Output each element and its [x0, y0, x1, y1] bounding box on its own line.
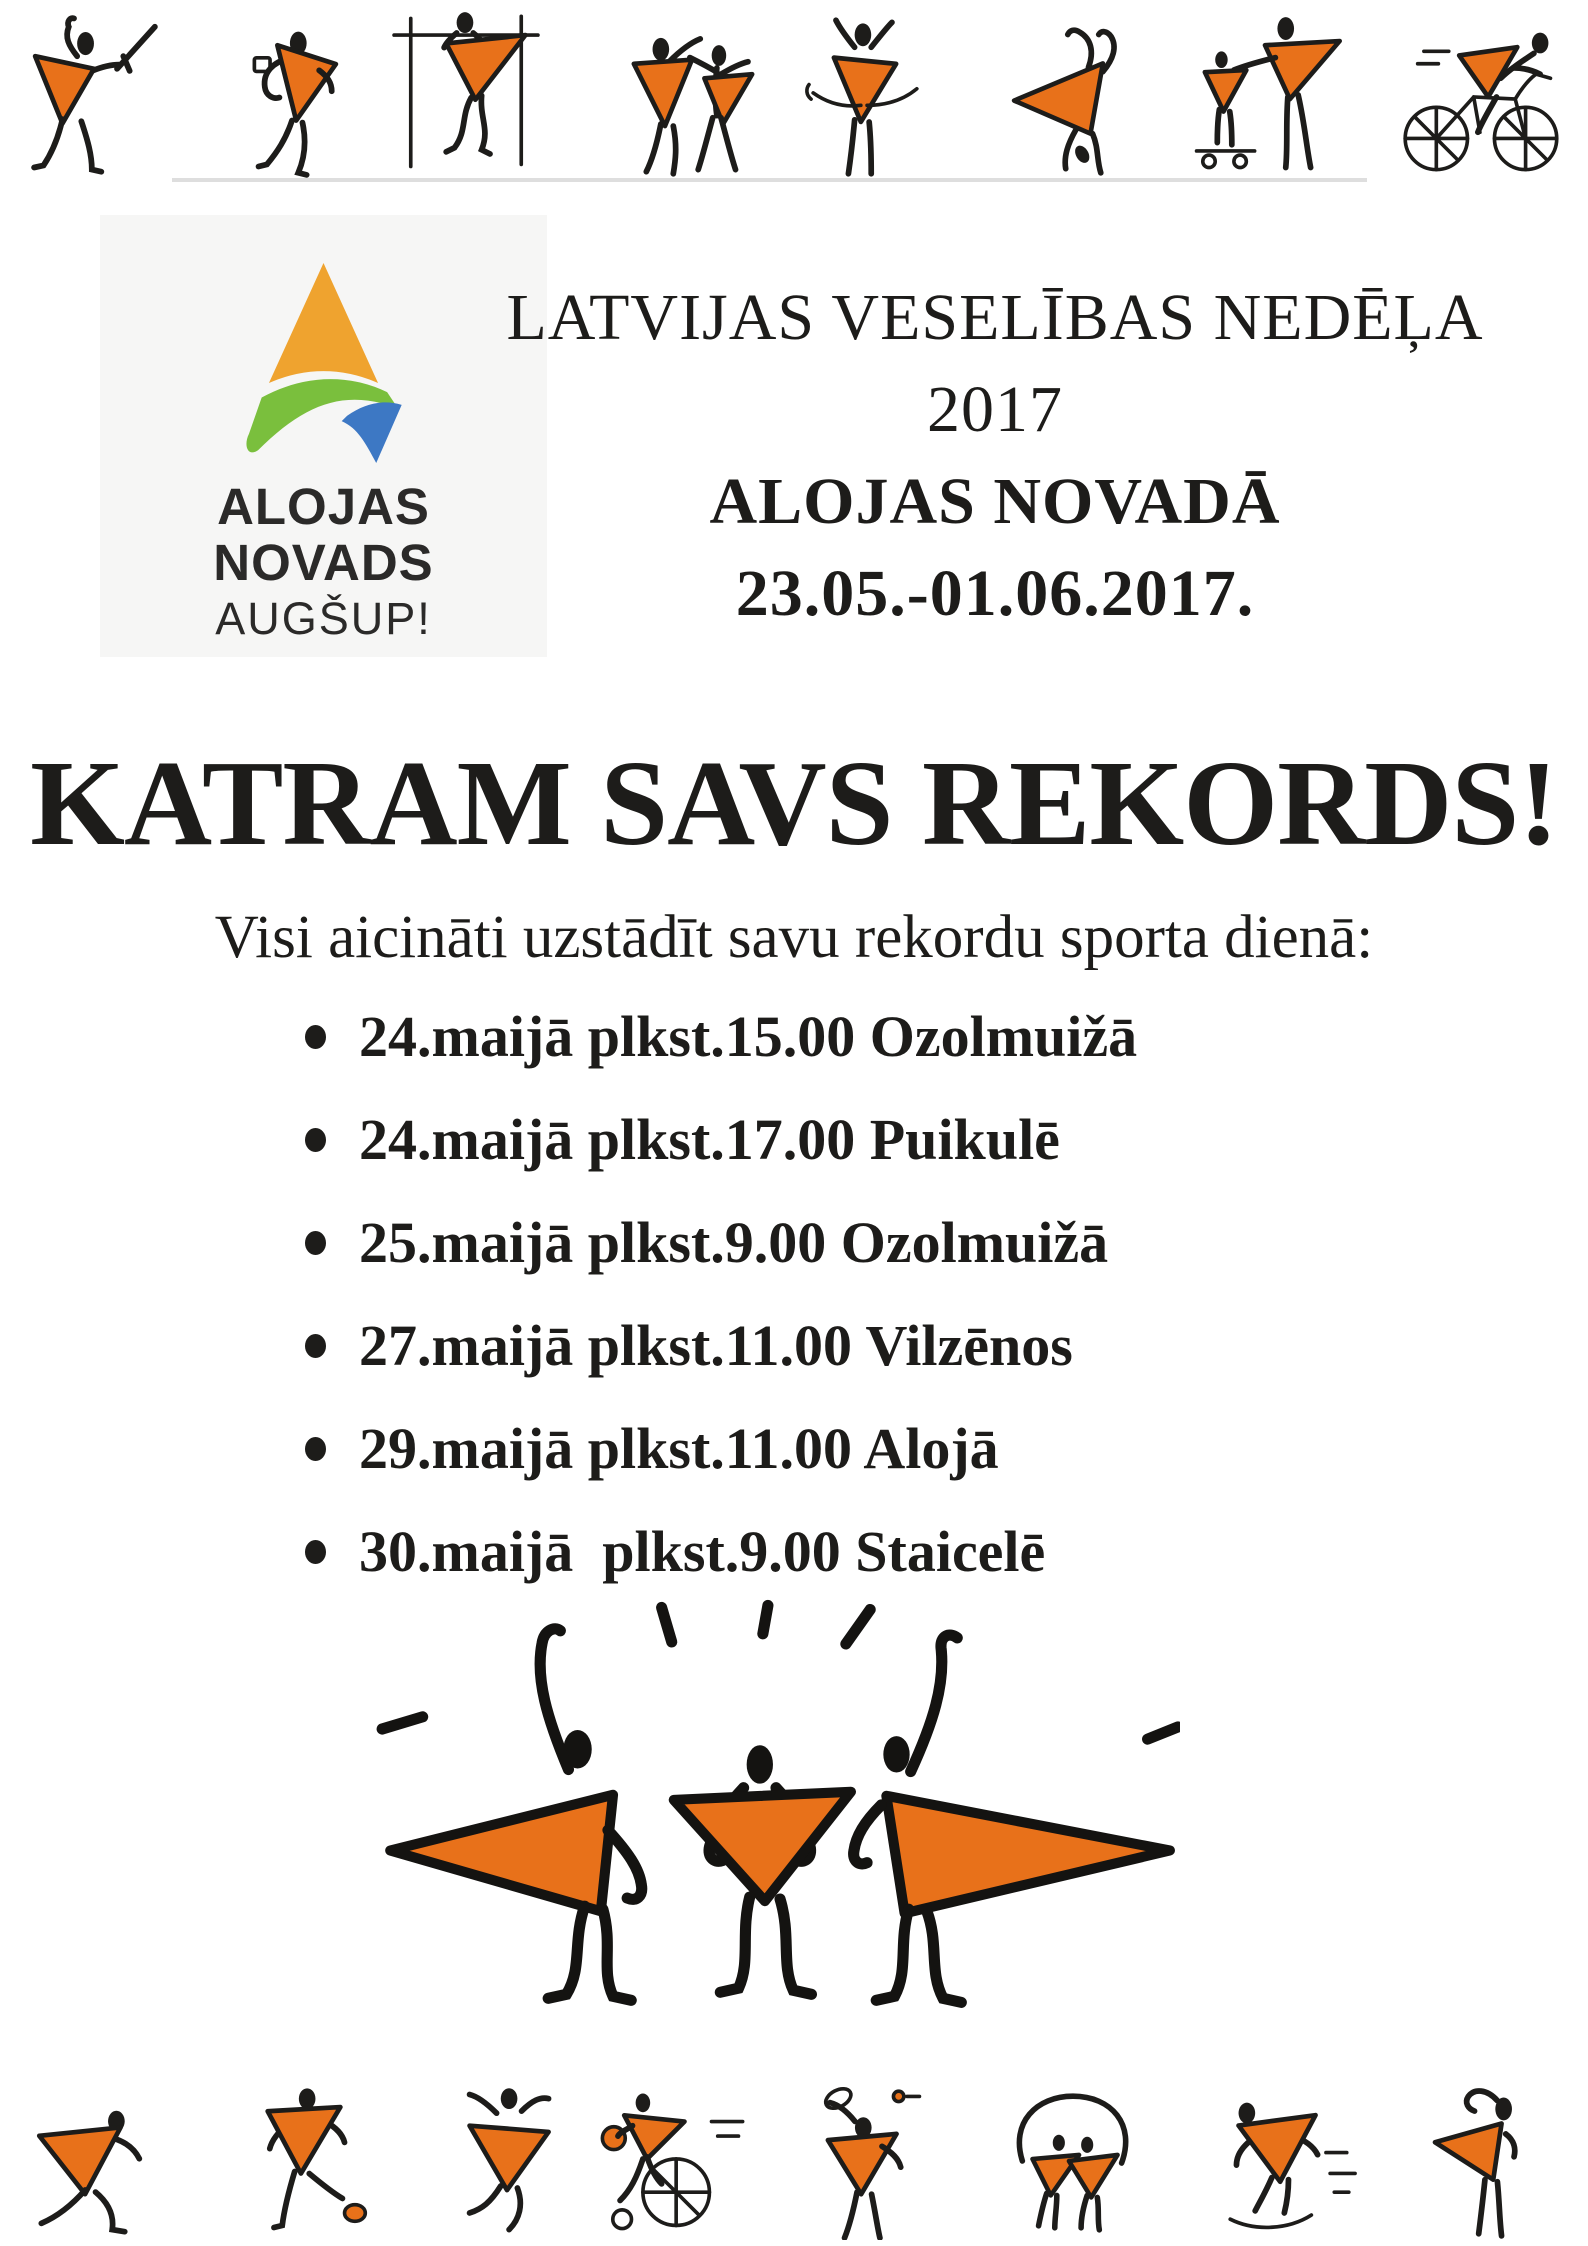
- event-item: [305, 1416, 1137, 1481]
- pictogram-pair-dancing-icon: [612, 14, 774, 180]
- pictogram-group-play-icon: [992, 2080, 1154, 2240]
- alojas-novads-logo-icon: [201, 263, 446, 463]
- event-item: [305, 1313, 1137, 1378]
- pictogram-skateboarding-icon: [1192, 2086, 1360, 2240]
- pictogram-scooter-with-child-icon: [1182, 12, 1348, 180]
- pictogram-horizontal-bar-icon: [382, 8, 550, 180]
- pictogram-jumping-dance-icon: [432, 2082, 582, 2240]
- bullet-icon: [305, 1437, 326, 1461]
- pictogram-running-icon: [28, 2092, 186, 2240]
- event-item: [305, 1210, 1137, 1275]
- pictogram-tennis-serve-icon: [808, 2086, 956, 2240]
- bullet-icon: [305, 1128, 326, 1152]
- title-block: [430, 272, 1560, 640]
- subtitle-line-1: ALOJAS NOVADĀ: [709, 465, 1281, 538]
- bullet-icon: [305, 1025, 326, 1049]
- scan-edge-line: [172, 178, 1367, 182]
- pictogram-fencing-icon: [25, 10, 165, 178]
- event-text: 24.maijā plkst.17.00 Puikulē: [359, 1107, 1060, 1172]
- bullet-icon: [305, 1231, 326, 1255]
- celebrating-figures-illustration-icon: [370, 1595, 1180, 2025]
- event-item: [305, 1107, 1137, 1172]
- title-line-1: LATVIJAS VESELĪBAS NEDĒĻA: [506, 281, 1484, 354]
- events-list: [305, 1004, 1138, 1626]
- bullet-icon: [305, 1540, 326, 1564]
- pictogram-football-icon: [228, 2078, 378, 2240]
- event-text: 27.maijā plkst.11.00 Vilzēnos: [359, 1313, 1073, 1378]
- subtitle-line-2: 23.05.-01.06.2017.: [735, 557, 1255, 630]
- logo-slogan: AUGŠUP!: [215, 593, 432, 645]
- title-line-2: 2017: [927, 373, 1063, 446]
- bullet-icon: [305, 1334, 326, 1358]
- pictogram-cycling-icon: [1392, 16, 1572, 180]
- pictogram-standing-figure-icon: [1424, 2084, 1550, 2240]
- event-item: [305, 1519, 1137, 1584]
- pictogram-wheelchair-basketball-icon: [588, 2080, 756, 2240]
- event-text: 29.maijā plkst.11.00 Alojā: [359, 1416, 999, 1481]
- pictogram-cartwheel-icon: [1002, 18, 1148, 178]
- event-text: 30.maijā plkst.9.00 Staicelē: [359, 1519, 1046, 1584]
- intro-text: Visi aicināti uzstādīt savu rekordu sporta dienā:: [214, 904, 1374, 971]
- event-text: 25.maijā plkst.9.00 Ozolmuižā: [359, 1210, 1109, 1275]
- event-text: 24.maijā plkst.15.00 Ozolmuižā: [359, 1004, 1138, 1069]
- page-title: KATRAM SAVS REKORDS!: [30, 736, 1558, 871]
- pictogram-ball-throw-icon: [228, 16, 356, 178]
- pictogram-hula-hoop-icon: [802, 12, 928, 180]
- event-item: [305, 1004, 1138, 1069]
- logo-name: ALOJAS NOVADS: [213, 478, 434, 592]
